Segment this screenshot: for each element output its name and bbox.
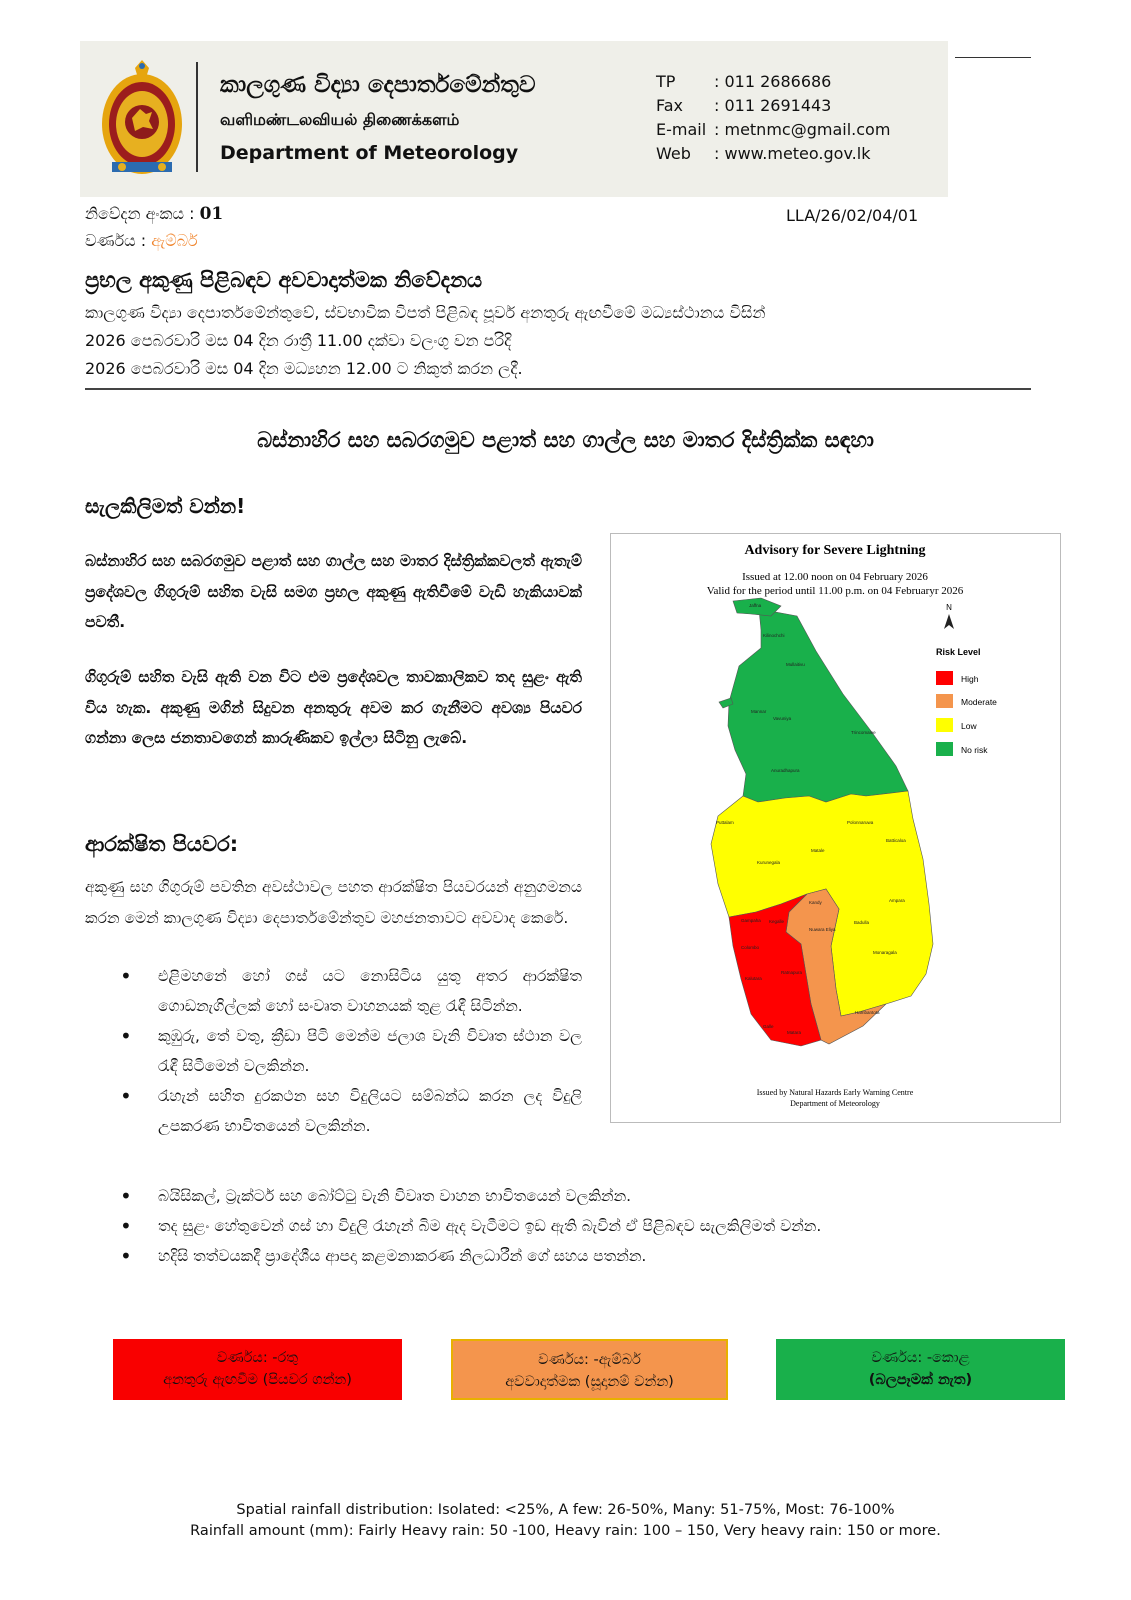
lightning-advisory-map bbox=[610, 533, 1061, 1123]
warning-level-amber bbox=[451, 1339, 728, 1400]
letterhead bbox=[80, 41, 948, 197]
svg-text:High: High bbox=[961, 674, 979, 684]
legend-swatch bbox=[936, 718, 953, 732]
district-label: Ratnapura bbox=[781, 970, 803, 975]
paragraph-2: ගිගුරුම් සහිත වැසි ඇති වන විට එම ප්‍රදේශවල තාවකාලිකව තද සුළං ඇති විය හැක. අකුණු මගින් සිදුවන අනතුරු අවම කර ගැනීමට අවශ්‍ය පියවර ගන්නා ලෙස ජනතාවගෙන් කාරුණිකව ඉල්ලා සිටිනු ලැබේ. bbox=[85, 668, 582, 747]
warning-level-red bbox=[113, 1339, 402, 1400]
district-label: Jaffna bbox=[749, 603, 762, 608]
district-label: Trincomalee bbox=[851, 730, 876, 735]
district-label: Anuradhapura bbox=[771, 768, 800, 773]
district-label: Nuwara Eliya bbox=[809, 927, 836, 932]
svg-text:Moderate: Moderate bbox=[961, 697, 997, 707]
beware-heading: සැලකිලිමත් වන්න! bbox=[85, 494, 246, 518]
header-divider bbox=[196, 62, 198, 172]
district-label: Kegalle bbox=[769, 919, 785, 924]
colour-level: වර්ණය : ඇම්බර් bbox=[85, 231, 198, 250]
sri-lanka-emblem-icon bbox=[100, 58, 184, 176]
legend-swatch bbox=[936, 742, 953, 756]
contact-email: E-mail : metnmc@gmail.com bbox=[656, 120, 891, 139]
warning-level-desc: අනතුරු ඇඟවීම (පියවර ගන්න) bbox=[163, 1372, 352, 1388]
legend-swatch bbox=[936, 694, 953, 708]
reference-code: LLA/26/02/04/01 bbox=[786, 206, 919, 225]
warning-level-desc: (බලපෑමක් නැත) bbox=[868, 1372, 973, 1388]
org-name-tamil: வளிமண்டலவியல் திணைக்களம் bbox=[220, 110, 460, 129]
district-label: Vavuniya bbox=[773, 716, 792, 721]
district-label: Kilinochchi bbox=[763, 633, 785, 638]
bullet-list-narrow bbox=[120, 961, 582, 1141]
validity-line: 2026 පෙබරවාරි මස 04 දින රාත්‍රී 11.00 දක්වා වලංගු වන පරිදි bbox=[85, 331, 512, 350]
contact-fax: Fax : 011 2691443 bbox=[656, 96, 832, 115]
list-item: • කුඹුරු, තේ වතු, ක්‍රීඩා පිටි මෙන්ම ජලාශ වැනි විවෘත ස්ථාන වල රැඳී සිටීමෙන් වලකින්න. bbox=[120, 1021, 582, 1081]
district-label: Monaragala bbox=[873, 950, 897, 955]
district-label: Polonnaruwa bbox=[847, 820, 874, 825]
district-label: Ampara bbox=[889, 898, 905, 903]
district-label: Puttalam bbox=[716, 820, 734, 825]
notice-number: නිවේදන අංකය : 01 bbox=[85, 204, 224, 224]
list-item: • බයිසිකල්, ට්‍රැක්ටර් සහ බෝට්ටු වැනි විවෘත වාහන භාවිතයෙන් වලකින්න. bbox=[120, 1181, 1080, 1211]
map-footer-issuer: Issued by Natural Hazards Early Warning Centre bbox=[756, 1088, 914, 1097]
org-name-english: Department of Meteorology bbox=[220, 142, 519, 164]
warning-level-desc: අවවාදාත්මක (සූදානම් වන්න) bbox=[505, 1374, 674, 1390]
svg-text:No risk: No risk bbox=[961, 745, 988, 755]
legend-item-moderate bbox=[936, 694, 997, 708]
svg-text:N: N bbox=[946, 603, 952, 612]
contact-phone: TP : 011 2686686 bbox=[656, 72, 832, 91]
map-valid: Valid for the period until 11.00 p.m. on 04 Februaryr 2026 bbox=[706, 585, 964, 597]
map-title: Advisory for Severe Lightning bbox=[744, 543, 926, 558]
district-label: Batticaloa bbox=[886, 838, 906, 843]
divider bbox=[85, 388, 1031, 390]
warning-level-title: වර්ණය: -කොළ bbox=[871, 1350, 970, 1366]
legend-item-high bbox=[936, 671, 979, 685]
issued-line: 2026 පෙබරවාරි මස 04 දින මධ්‍යහන 12.00 ට නිකුත් කරන ලදී. bbox=[85, 359, 523, 378]
district-label: Colombo bbox=[741, 945, 760, 950]
warning-level-title: වර්ණය: -ඇම්බර් bbox=[538, 1352, 641, 1368]
list-item: • තද සුළං හේතුවෙන් ගස් හා විදුලි රැහැන් බිම ඇද වැටීමට ඉඩ ඇති බැවින් ඒ පිළිබඳව සැලකිලිමත් වන්න. bbox=[120, 1211, 1080, 1241]
protective-measures-heading: ආරක්ෂිත පියවර: bbox=[85, 832, 239, 856]
district-label: Badulla bbox=[854, 920, 870, 925]
district-label: Matara bbox=[787, 1030, 802, 1035]
warning-level-green bbox=[776, 1339, 1065, 1400]
legend-swatch bbox=[936, 671, 953, 685]
legend-item-no-risk bbox=[936, 742, 988, 756]
list-item: • එළිමහනේ හෝ ගස් යට නොසිටිය යුතු අතර ආරක්ෂිත ගොඩනැගිල්ලක් හෝ සංවෘත වාහනයක් තුළ රැඳී සිටින්න. bbox=[120, 961, 582, 1021]
north-arrow-icon bbox=[944, 603, 954, 629]
district-label: Mullaitivu bbox=[786, 662, 805, 667]
district-label: Kandy bbox=[809, 900, 822, 905]
legend-item-low bbox=[936, 718, 977, 732]
svg-text:Low: Low bbox=[961, 721, 977, 731]
footer-rainfall-amount: Rainfall amount (mm): Fairly Heavy rain: 50 -100, Heavy rain: 100 – 150, Very heavy rain: 150 or more. bbox=[190, 1523, 941, 1539]
list-item: • හදිසි තත්වයකදී ප්‍රාදේශීය ආපදා කළමනාකරණ නිලධාරීන් ගේ සහය පතන්න. bbox=[120, 1241, 1080, 1271]
map-figure bbox=[611, 534, 1060, 1122]
map-footer-department: Department of Meteorology bbox=[790, 1099, 880, 1108]
no-risk-region bbox=[728, 609, 908, 802]
warning-level-title: වර්ණය: -රතු bbox=[216, 1350, 299, 1366]
district-label: Galle bbox=[763, 1024, 774, 1029]
district-label: Mannar bbox=[751, 709, 767, 714]
contact-web: Web : www.meteo.gov.lk bbox=[656, 144, 871, 163]
footer-rainfall-distribution: Spatial rainfall distribution: Isolated: <25%, A few: 26-50%, Many: 51-75%, Most: 76-100% bbox=[236, 1502, 895, 1518]
district-label: Kalutara bbox=[745, 976, 762, 981]
bullet-list-wide bbox=[120, 1181, 1080, 1271]
legend-title: Risk Level bbox=[936, 647, 981, 657]
map-issued: Issued at 12.00 noon on 04 February 2026 bbox=[742, 571, 928, 583]
list-item: • රැහැන් සහිත දුරකථන සහ විදුලියට සම්බන්ධ කරන ලද විදුලි උපකරණ භාවිතයෙන් වලකින්න. bbox=[120, 1081, 582, 1141]
district-label: Hambantota bbox=[855, 1010, 880, 1015]
top-rule bbox=[955, 57, 1031, 58]
district-label: Gampaha bbox=[741, 918, 761, 923]
district-label: Kurunegala bbox=[757, 860, 781, 865]
protective-intro: අකුණු සහ ගිගුරුම් පවතින අවස්ථාවල පහත ආරක්ෂිත පියවරයන් අනුගමනය කරන මෙන් කාලගුණ විද්‍යා දෙපාර්තමේන්තුව මහජනතාවට අවවාද කෙරේ. bbox=[85, 878, 582, 927]
org-name-sinhala: කාලගුණ විද්‍යා දෙපාර්තමේන්තුව bbox=[220, 72, 536, 98]
paragraph-1: බස්නාහිර සහ සබරගමුව පළාත් සහ ගාල්ල සහ මාතර දිස්ත්‍රික්කවලත් ඇතැම් ප්‍රදේශවල ගිගුරුම් සහිත වැසි සමග ප්‍රභල අකුණු ඇතිවීමේ වැඩි හැකියාවක් පවතී. bbox=[85, 552, 582, 631]
region-title: බස්නාහිර සහ සබරගමුව පළාත් සහ ගාල්ල සහ මාතර දිස්ත්‍රික්ක සඳහා bbox=[257, 428, 874, 452]
notice-title: ප්‍රභල අකුණු පිළිබඳව අවවාදාත්මක නිවේදනය bbox=[85, 268, 483, 292]
issuer-line: කාලගුණ විද්‍යා දෙපාර්තමේන්තුවේ, ස්වභාවික විපත් පිළිබඳ පූර්ව අනතුරු ඇඟවීමේ මධ්‍යස්ථානය විසින් bbox=[85, 303, 766, 322]
district-label: Matale bbox=[811, 848, 825, 853]
